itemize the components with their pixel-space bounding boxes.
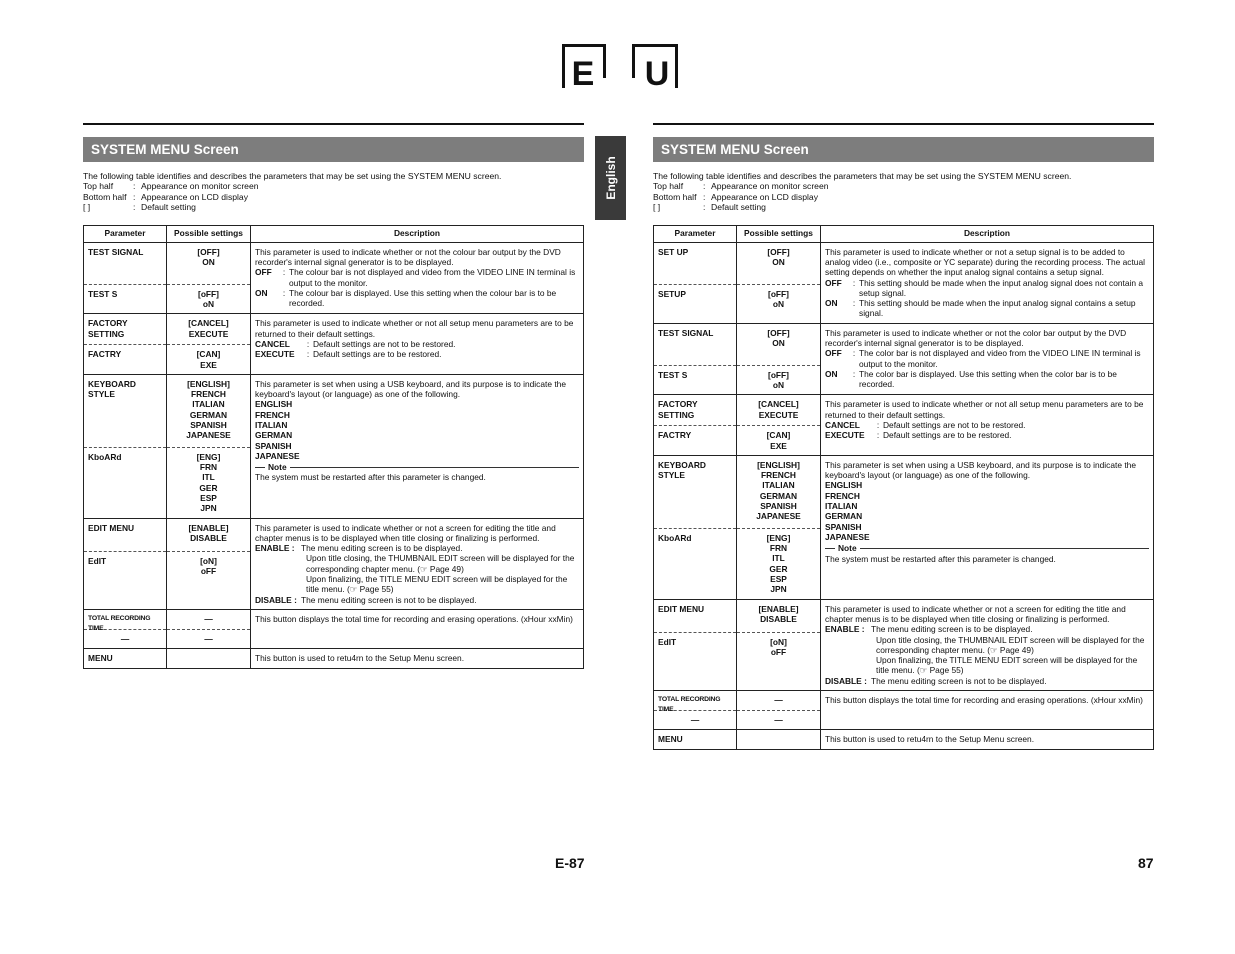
legend-colon: :	[703, 202, 706, 213]
note-label: Note	[268, 462, 287, 473]
section-title: SYSTEM MENU Screen	[83, 137, 584, 162]
option-item: FRENCH	[255, 409, 290, 420]
param-top: MENU	[658, 734, 683, 745]
param-cell	[654, 242, 737, 323]
setting-value: [CAN]	[766, 430, 791, 441]
system-menu-table	[653, 225, 1154, 750]
note-text: The system must be restarted after this parameter is changed.	[255, 472, 486, 483]
settings-top	[737, 456, 820, 528]
definition: OFF : This setting should be made when the input analog signal does not contain a setup signal.	[825, 278, 1149, 299]
description-text: This parameter is used to indicate whether or not a screen for editing the title and chapter menus is to be displayed when title closing or finalizing is performed.	[255, 522, 556, 543]
definition-term: EXECUTE	[255, 349, 295, 360]
header-description: Description	[251, 225, 584, 242]
option-item: JAPANESE	[255, 450, 300, 461]
table-row	[654, 242, 1154, 323]
table-row	[84, 314, 584, 375]
table-header-row	[654, 225, 1154, 242]
logo-u-letter: U	[644, 55, 670, 88]
settings-cell	[167, 518, 251, 609]
param-top: SET UP	[658, 246, 689, 257]
setting-value: ESP	[770, 574, 787, 585]
param-top: FACTORY SETTING	[658, 399, 698, 420]
table-row	[84, 518, 584, 609]
option-item: ITALIAN	[825, 501, 858, 512]
description-cell	[251, 649, 584, 668]
param-bottom: KboARd	[654, 528, 736, 547]
definition	[825, 624, 1149, 634]
section-title: SYSTEM MENU Screen	[653, 137, 1154, 162]
legend-value: Appearance on monitor screen	[141, 181, 259, 192]
param-cell	[654, 599, 737, 690]
param-top: MENU	[88, 653, 113, 664]
param-top: FACTORY SETTING	[88, 318, 128, 339]
definition-text: Default settings are not to be restored.	[313, 338, 456, 349]
setting-value: [ENGLISH]	[187, 378, 230, 389]
legend-value: Appearance on monitor screen	[711, 181, 829, 192]
definition-text: The menu editing screen is to be displayed.	[871, 624, 1033, 635]
setting-value: GER	[769, 563, 788, 574]
settings-bottom	[167, 447, 250, 518]
description-text: This button displays the total time for recording and erasing operations. (xHour xxMin)	[825, 695, 1143, 706]
definition	[255, 595, 579, 605]
param-bottom: EdIT	[84, 551, 166, 570]
definition-term: OFF	[825, 348, 842, 359]
setting-value: FRENCH	[761, 470, 796, 481]
settings-bottom	[167, 344, 250, 374]
param-cell	[654, 455, 737, 599]
setting-value: [CANCEL]	[758, 399, 799, 410]
settings-top: —	[774, 695, 783, 706]
settings-top	[167, 314, 250, 344]
setting-value: FRENCH	[191, 389, 226, 400]
param-top: TEST SIGNAL	[88, 246, 144, 257]
definition-term: OFF	[255, 267, 272, 278]
intro-block	[83, 171, 584, 213]
settings-top	[737, 243, 820, 284]
definition-text: Upon title closing, the THUMBNAIL EDIT screen will be displayed for the corresponding chapter menu. (☞ Page 49)	[876, 634, 1145, 655]
definition-term: ON	[255, 287, 268, 298]
param-cell	[654, 395, 737, 456]
settings-cell	[737, 242, 821, 323]
description-cell	[821, 455, 1154, 599]
setting-value: EXECUTE	[188, 328, 229, 339]
setting-value: GERMAN	[189, 409, 228, 420]
definition: ON : The color bar is displayed. Use this setting when the color bar is to be recorded.	[825, 369, 1149, 390]
legend-row	[653, 202, 1154, 212]
param-bottom: KboARd	[84, 447, 166, 466]
settings-cell	[167, 374, 251, 518]
setting-value: EXE	[770, 440, 787, 451]
settings-cell	[737, 599, 821, 690]
side-tab-label: English	[603, 156, 618, 200]
settings-bottom	[737, 528, 820, 599]
page-number: E-87	[555, 855, 585, 871]
table-row	[654, 691, 1154, 730]
header-description: Description	[821, 225, 1154, 242]
header-parameter: Parameter	[84, 225, 167, 242]
table-row	[84, 242, 584, 314]
param-bottom: —	[654, 710, 736, 729]
description-cell	[821, 242, 1154, 323]
definition-term: CANCEL	[255, 338, 290, 349]
system-menu-table	[83, 225, 584, 669]
settings-cell	[167, 314, 251, 375]
settings-top	[167, 519, 250, 551]
setting-value: SPANISH	[760, 501, 797, 512]
definition-text: The colour bar is displayed. Use this setting when the colour bar is to be recorded.	[289, 287, 557, 309]
param-top: TOTAL RECORDING TIME	[88, 614, 151, 633]
param-cell	[654, 691, 737, 730]
param-cell	[654, 730, 737, 749]
logo-e-letter: E	[571, 55, 595, 88]
setting-value: ON	[772, 256, 785, 267]
description-text: This parameter is set when using a USB keyboard, and its purpose is to indicate the keyboard's layout (or language) as one of the following.	[825, 459, 1136, 481]
settings-bottom	[167, 551, 250, 581]
setting-value: [oN]	[770, 636, 787, 647]
table-row	[654, 395, 1154, 456]
legend-value: Appearance on LCD display	[141, 191, 249, 202]
settings-top	[167, 243, 250, 284]
definition: EXECUTE : Default settings are to be restored.	[825, 430, 1149, 440]
definition: ON : This setting should be made when the input analog signal contains a setup signal.	[825, 298, 1149, 319]
description-text: This parameter is used to indicate whether or not the color bar output by the DVD recorder's internal signal generator is to be displayed.	[825, 327, 1127, 348]
description-text: This parameter is used to indicate whether or not a screen for editing the title and chapter menus is to be displayed when title closing or finalizing is performed.	[825, 603, 1126, 624]
definition: OFF : The color bar is not displayed and video from the VIDEO LINE IN terminal is output to the monitor.	[825, 348, 1149, 369]
settings-cell	[737, 730, 821, 749]
settings-cell	[737, 691, 821, 730]
definition-term: ENABLE :	[255, 543, 295, 554]
setting-value: ESP	[200, 493, 217, 503]
param-bottom: EdIT	[654, 632, 736, 651]
settings-bottom	[737, 425, 820, 455]
description-cell	[251, 374, 584, 518]
note-label: Note	[838, 543, 857, 554]
setting-value: [ENABLE]	[188, 522, 229, 533]
legend-row	[653, 181, 1154, 191]
description-cell	[251, 314, 584, 375]
table-header-row	[84, 225, 584, 242]
option-item: FRENCH	[825, 490, 860, 501]
setting-value: FRN	[769, 543, 788, 554]
legend-row	[83, 181, 584, 191]
param-top: TOTAL RECORDING TIME	[658, 696, 721, 714]
description-text: This parameter is used to indicate whether or not the colour bar output by the DVD recorder's internal signal generator is to be displayed.	[255, 246, 561, 267]
description-text: This parameter is used to indicate whether or not a setup signal is to be added to analog video (i.e., composite or YC separate) during the recording process. The actual setting depends on whether the input analog signal contains a setup signal.	[825, 246, 1145, 278]
settings-top: —	[204, 613, 213, 624]
definition-text: The menu editing screen is to be displayed.	[301, 543, 463, 554]
param-top: EDIT MENU	[658, 603, 705, 614]
definition-text: The menu editing screen is not to be displayed.	[871, 675, 1047, 686]
table-row	[84, 649, 584, 668]
setting-value: JAPANESE	[756, 511, 801, 522]
definition-text: The menu editing screen is not to be displayed.	[301, 594, 477, 605]
param-cell	[84, 314, 167, 375]
settings-cell	[167, 649, 251, 668]
description-cell	[251, 518, 584, 609]
table-row	[84, 609, 584, 648]
setting-value: GERMAN	[759, 490, 798, 501]
option-item: ITALIAN	[255, 420, 288, 430]
param-cell	[84, 609, 167, 648]
definition-text: Upon title closing, the THUMBNAIL EDIT screen will be displayed for the corresponding chapter menu. (☞ Page 49)	[306, 553, 575, 574]
page-number: 87	[1138, 855, 1154, 871]
setting-value: oN	[772, 380, 785, 390]
option-item: ENGLISH	[825, 480, 863, 491]
setting-value: [OFF]	[197, 246, 220, 257]
settings-top	[737, 395, 820, 425]
definition: CANCEL : Default settings are not to be restored.	[825, 420, 1149, 430]
legend-colon: :	[703, 181, 706, 192]
definition-text: Default settings are to be restored.	[313, 349, 442, 360]
legend-colon: :	[133, 191, 136, 202]
header-parameter: Parameter	[654, 225, 737, 242]
definition-text: Default settings are not to be restored.	[883, 419, 1026, 430]
param-cell	[654, 323, 737, 395]
language-logo-e	[562, 44, 606, 88]
definition-term: DISABLE :	[255, 594, 297, 605]
option-item: ENGLISH	[255, 399, 293, 410]
description-text: This parameter is used to indicate whether or not all setup menu parameters are to be returned to their default settings.	[825, 399, 1144, 420]
description-cell	[821, 395, 1154, 456]
option-item: SPANISH	[825, 521, 862, 532]
definition-term: EXECUTE	[825, 430, 865, 441]
setting-value: [oN]	[200, 555, 217, 566]
description-text: This parameter is set when using a USB keyboard, and its purpose is to indicate the keyboard's layout (or language) as one of the following.	[255, 378, 566, 400]
param-bottom: SETUP	[654, 284, 736, 303]
note-heading	[825, 543, 1149, 553]
param-cell	[84, 242, 167, 314]
header-settings: Possible settings	[737, 225, 821, 242]
definition-term: DISABLE :	[825, 675, 867, 686]
description-text: This parameter is used to indicate whether or not all setup menu parameters are to be returned to their default settings.	[255, 318, 574, 339]
definition: ON : The colour bar is displayed. Use this setting when the colour bar is to be recorded.	[255, 288, 579, 309]
setting-value: DISABLE	[760, 613, 797, 624]
definition-term: ENABLE :	[825, 624, 865, 635]
legend-colon: :	[703, 191, 706, 202]
setting-value: [oFF]	[198, 288, 219, 299]
settings-cell	[737, 323, 821, 395]
table-row	[84, 374, 584, 518]
definition-text: This setting should be made when the input analog signal contains a setup signal.	[859, 298, 1136, 319]
left-page	[83, 123, 584, 669]
setting-value: ITALIAN	[192, 399, 225, 410]
right-page	[653, 123, 1154, 750]
top-rule	[653, 123, 1154, 125]
description-text: This button is used to retu4rn to the Setup Menu screen.	[255, 653, 465, 664]
definition-text: The color bar is not displayed and video from the VIDEO LINE IN terminal is output to the monitor.	[859, 348, 1141, 369]
setting-value: [oFF]	[768, 288, 789, 299]
settings-top	[737, 324, 820, 365]
setting-value: [ENG]	[766, 532, 791, 543]
legend-value: Appearance on LCD display	[711, 191, 819, 202]
legend-value: Default setting	[141, 202, 196, 213]
setting-value: [ENABLE]	[758, 603, 799, 614]
param-bottom: TEST S	[84, 284, 166, 303]
setting-value: JPN	[200, 503, 217, 514]
setting-value: [ENG]	[196, 451, 221, 462]
description-cell	[251, 242, 584, 314]
settings-bottom	[167, 284, 250, 314]
description-cell	[821, 691, 1154, 730]
legend-row	[653, 192, 1154, 202]
legend-key: Top half	[83, 181, 114, 192]
language-logo-u	[632, 44, 678, 88]
param-top: TEST SIGNAL	[658, 327, 714, 338]
table-row	[654, 730, 1154, 749]
setting-value: [CAN]	[196, 349, 221, 360]
intro-text: The following table identifies and describes the parameters that may be set using the SYSTEM MENU screen.	[83, 171, 502, 181]
definition: CANCEL : Default settings are not to be restored.	[255, 339, 579, 349]
settings-bottom: —	[737, 710, 820, 729]
setting-value: ITALIAN	[762, 480, 795, 491]
option-item: SPANISH	[255, 440, 292, 451]
header-settings: Possible settings	[167, 225, 251, 242]
settings-bottom	[737, 284, 820, 314]
intro-block	[653, 171, 1154, 213]
setting-value: SPANISH	[190, 420, 227, 430]
definition-text: Upon finalizing, the TITLE MENU EDIT screen will be displayed for the title menu. (☞ Page 55)	[876, 655, 1138, 676]
table-row	[654, 599, 1154, 690]
param-top: KEYBOARD STYLE	[88, 378, 136, 400]
table-row	[654, 455, 1154, 599]
setting-value: JPN	[770, 584, 787, 595]
definition-text: Default settings are to be restored.	[883, 430, 1012, 441]
setting-value: oN	[202, 298, 215, 309]
legend-key: Top half	[653, 181, 684, 192]
setting-value: [OFF]	[767, 246, 790, 257]
setting-value: EXE	[200, 359, 217, 370]
settings-bottom	[737, 365, 820, 395]
legend-row	[83, 192, 584, 202]
setting-value: ITL	[772, 553, 785, 564]
param-bottom: —	[84, 629, 166, 648]
legend-row	[83, 202, 584, 212]
param-cell	[84, 649, 167, 668]
param-cell	[84, 374, 167, 518]
definition-term: OFF	[825, 277, 842, 288]
setting-value: GER	[199, 482, 218, 493]
param-top: EDIT MENU	[88, 522, 135, 533]
setting-value: DISABLE	[190, 532, 227, 543]
setting-value: oN	[772, 298, 785, 309]
setting-value: ITL	[202, 472, 215, 483]
intro-text: The following table identifies and describes the parameters that may be set using the SYSTEM MENU screen.	[653, 171, 1072, 181]
setting-value: ON	[202, 256, 215, 267]
legend-colon: :	[133, 181, 136, 192]
settings-bottom	[737, 632, 820, 662]
legend-key: Bottom half	[83, 191, 127, 202]
description-cell	[821, 730, 1154, 749]
language-side-tab	[595, 136, 626, 220]
setting-value: ON	[772, 338, 785, 348]
settings-bottom: —	[167, 629, 250, 648]
setting-value: oFF	[770, 646, 787, 657]
param-cell	[84, 518, 167, 609]
note-text: The system must be restarted after this parameter is changed.	[825, 553, 1056, 564]
legend-key: [ ]	[653, 202, 661, 213]
option-item: JAPANESE	[825, 531, 870, 542]
definition-text: This setting should be made when the input analog signal does not contain a setup signal.	[859, 277, 1144, 298]
description-text: This button displays the total time for recording and erasing operations. (xHour xxMin)	[255, 613, 573, 624]
note-heading	[255, 462, 579, 472]
description-text: This button is used to retu4rn to the Setup Menu screen.	[825, 734, 1035, 745]
param-bottom: TEST S	[654, 365, 736, 384]
param-bottom: FACTRY	[654, 425, 736, 444]
setting-value: JAPANESE	[186, 430, 231, 441]
setting-value: EXECUTE	[758, 409, 799, 420]
table-row	[654, 323, 1154, 395]
param-top: KEYBOARD STYLE	[658, 459, 706, 481]
description-cell	[821, 599, 1154, 690]
legend-key: Bottom half	[653, 191, 697, 202]
legend-value: Default setting	[711, 202, 766, 213]
definition: EXECUTE : Default settings are to be restored.	[255, 349, 579, 359]
definition-text: The colour bar is not displayed and video from the VIDEO LINE IN terminal is output to the monitor.	[289, 267, 576, 288]
settings-top	[737, 600, 820, 632]
description-cell	[251, 609, 584, 648]
setting-value: [oFF]	[768, 369, 789, 380]
definition	[255, 543, 579, 553]
setting-value: FRN	[199, 462, 218, 473]
settings-top	[167, 375, 250, 447]
setting-value: [CANCEL]	[188, 318, 229, 329]
definition	[825, 676, 1149, 686]
setting-value: oFF	[200, 565, 217, 576]
legend-colon: :	[133, 202, 136, 213]
definition-term: ON	[825, 368, 838, 379]
setting-value: [ENGLISH]	[757, 459, 800, 470]
settings-cell	[737, 455, 821, 599]
option-item: GERMAN	[825, 511, 863, 522]
description-cell	[821, 323, 1154, 395]
param-bottom: FACTRY	[84, 344, 166, 363]
settings-cell	[167, 242, 251, 314]
settings-cell	[737, 395, 821, 456]
definition-text: Upon finalizing, the TITLE MENU EDIT screen will be displayed for the title menu. (☞ Page 55)	[306, 574, 568, 595]
definition-term: ON	[825, 298, 838, 309]
definition-text: The color bar is displayed. Use this setting when the color bar is to be recorded.	[859, 368, 1117, 390]
top-rule	[83, 123, 584, 125]
definition: OFF : The colour bar is not displayed and video from the VIDEO LINE IN terminal is output to the monitor.	[255, 267, 579, 288]
settings-cell	[167, 609, 251, 648]
definition-term: CANCEL	[825, 419, 860, 430]
setting-value: [OFF]	[767, 327, 790, 338]
legend-key: [ ]	[83, 202, 91, 213]
option-item: GERMAN	[255, 430, 293, 441]
